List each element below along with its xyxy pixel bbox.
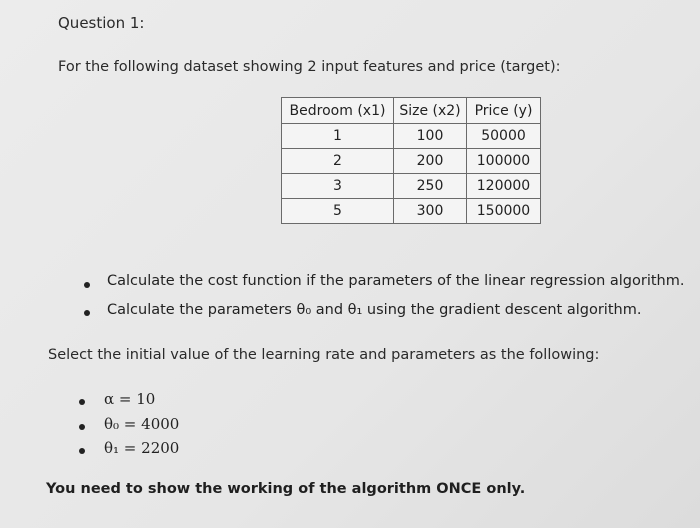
task-gradient-descent: Calculate the parameters θ₀ and θ₁ using the gradient descent algorithm.: [107, 302, 642, 318]
table-row: [282, 149, 541, 174]
cell-size: 300: [394, 199, 467, 224]
cell-size: 200: [394, 149, 467, 174]
header-price: Price (y): [467, 98, 541, 124]
cell-bedroom: 2: [282, 149, 394, 174]
bullet-icon: [84, 282, 90, 288]
header-bedroom: Bedroom (x1): [282, 98, 394, 124]
dataset-table: [281, 97, 541, 224]
cell-bedroom: 3: [282, 174, 394, 199]
cell-size: 250: [394, 174, 467, 199]
intro-text: For the following dataset showing 2 input features and price (target):: [58, 59, 561, 75]
task-cost-function: Calculate the cost function if the parameters of the linear regression algorithm.: [107, 273, 685, 289]
table-row: [282, 124, 541, 149]
cell-price: 100000: [467, 149, 541, 174]
table-header-row: [282, 98, 541, 124]
param-theta1: θ₁ = 2200: [104, 439, 180, 457]
header-size: Size (x2): [394, 98, 467, 124]
bullet-icon: [79, 399, 85, 405]
cell-price: 150000: [467, 199, 541, 224]
bullet-icon: [79, 424, 85, 430]
cell-bedroom: 5: [282, 199, 394, 224]
bullet-icon: [79, 448, 85, 454]
cell-bedroom: 1: [282, 124, 394, 149]
cell-size: 100: [394, 124, 467, 149]
param-alpha: α = 10: [104, 390, 156, 408]
param-theta0: θ₀ = 4000: [104, 415, 180, 433]
select-instruction: Select the initial value of the learning rate and parameters as the following:: [48, 347, 600, 363]
cell-price: 50000: [467, 124, 541, 149]
cell-price: 120000: [467, 174, 541, 199]
table-row: [282, 199, 541, 224]
table-row: [282, 174, 541, 199]
question-title: Question 1:: [58, 14, 145, 32]
footer-note: You need to show the working of the algorithm ONCE only.: [46, 481, 526, 497]
bullet-icon: [84, 310, 90, 316]
